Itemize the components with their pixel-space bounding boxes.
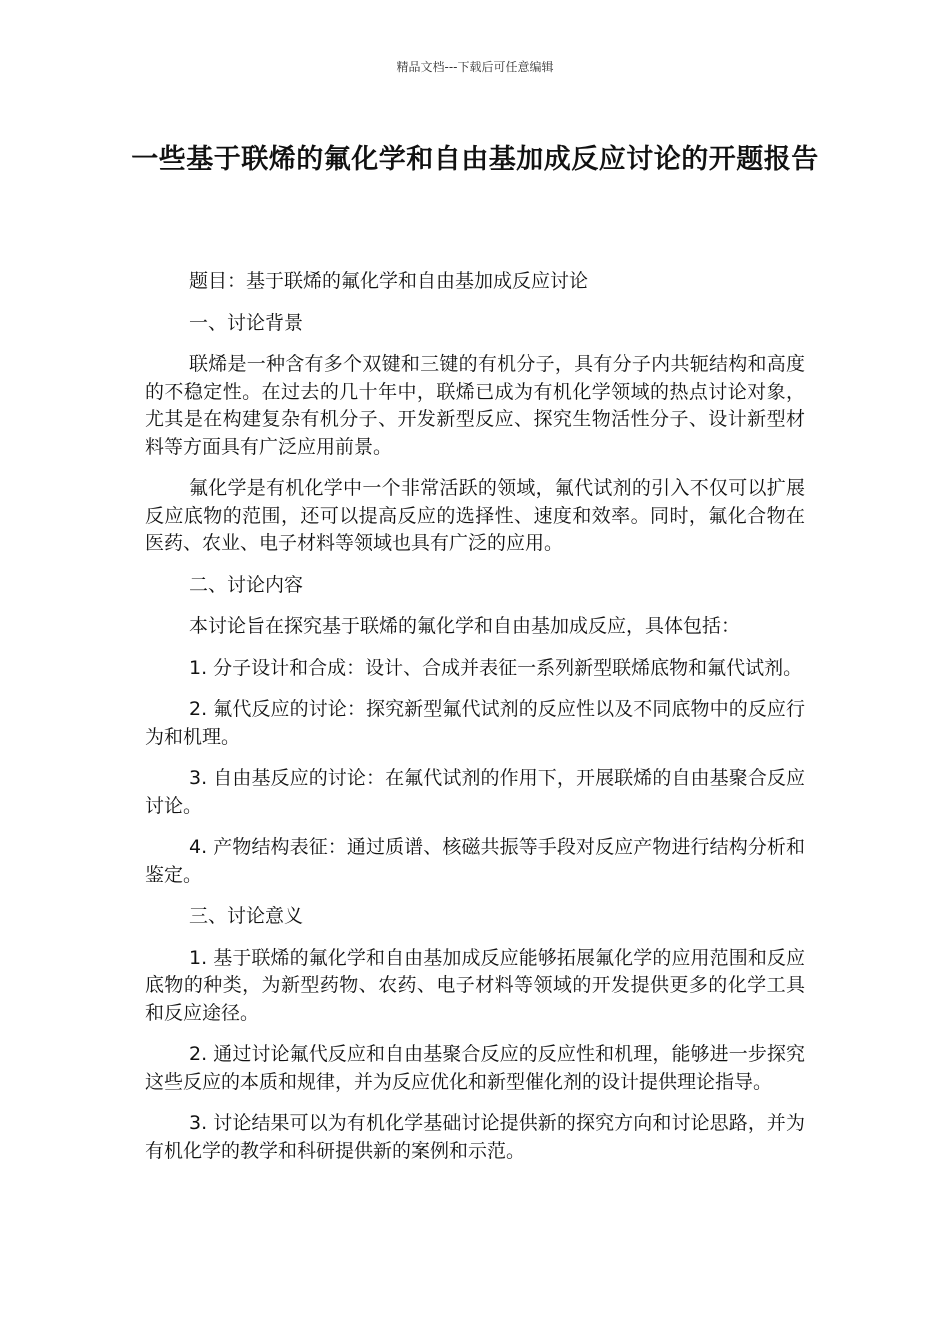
page-header: 精品文档---下载后可任意编辑	[396, 60, 554, 74]
paragraph-content-intro: 本讨论旨在探究基于联烯的氟化学和自由基加成反应，具体包括：	[189, 615, 741, 637]
section-heading-content: 二、讨论内容	[189, 573, 304, 596]
paragraph-background-2: 氟化学是有机化学中一个非常活跃的领域，氟代试剂的引入不仅可以扩展反应底物的范围，还可以提高反应的选择性、速度和效率。同时，氟化合物在医药、农业、电子材料等领域也具有广泛的应用。	[145, 477, 805, 554]
content-item-3: 3. 自由基反应的讨论：在氟代试剂的作用下，开展联烯的自由基聚合反应讨论。	[145, 767, 805, 817]
section-heading-background: 一、讨论背景	[189, 311, 304, 334]
paragraph-background-1: 联烯是一种含有多个双键和三键的有机分子，具有分子内共轭结构和高度的不稳定性。在过去的几十年中，联烯已成为有机化学领域的热点讨论对象，尤其是在构建复杂有机分子、开发新型反应、探究生物活性分子、设计新型材料等方面具有广泛应用前景。	[145, 353, 805, 458]
content-item-1: 1. 分子设计和合成：设计、合成并表征一系列新型联烯底物和氟代试剂。	[189, 656, 803, 679]
content-item-2: 2. 氟代反应的讨论：探究新型氟代试剂的反应性以及不同底物中的反应行为和机理。	[145, 698, 805, 748]
significance-item-1: 1. 基于联烯的氟化学和自由基加成反应能够拓展氟化学的应用范围和反应底物的种类，为新型药物、农药、电子材料等领域的开发提供更多的化学工具和反应途径。	[145, 946, 805, 1024]
section-heading-significance: 三、讨论意义	[189, 905, 304, 927]
content-item-4: 4. 产物结构表征：通过质谱、核磁共振等手段对反应产物进行结构分析和鉴定。	[145, 836, 805, 886]
document-title: 一些基于联烯的氟化学和自由基加成反应讨论的开题报告	[131, 144, 819, 175]
significance-item-3: 3. 讨论结果可以为有机化学基础讨论提供新的探究方向和讨论思路，并为有机化学的教学和科研提供新的案例和示范。	[145, 1112, 805, 1162]
document-body	[145, 268, 805, 1179]
topic-line: 题目：基于联烯的氟化学和自由基加成反应讨论	[189, 270, 589, 292]
significance-item-2: 2. 通过讨论氟代反应和自由基聚合反应的反应性和机理，能够进一步探究这些反应的本质和规律，并为反应优化和新型催化剂的设计提供理论指导。	[145, 1043, 805, 1093]
